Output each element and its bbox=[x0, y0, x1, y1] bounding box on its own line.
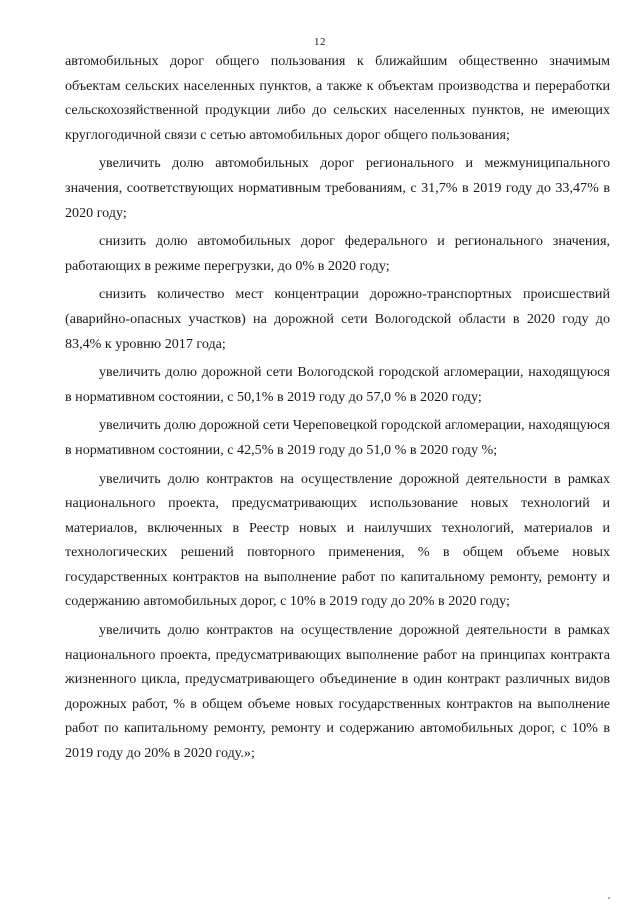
scan-speck bbox=[608, 897, 610, 899]
paragraph: увеличить долю дорожной сети Вологодской городской агломерации, находящуюся в нормативном состоянии, с 50,1% в 2019 году до 57,0 % в 2020 году; bbox=[65, 364, 610, 405]
paragraph: увеличить долю автомобильных дорог регионального и межмуниципального значения, соответствующих нормативным требованиям, с 31,7% в 2019 году до 33,47% в 2020 году; bbox=[65, 155, 610, 221]
paragraph: увеличить долю дорожной сети Череповецкой городской агломерации, находящуюся в нормативном состоянии, с 42,5% в 2019 году до 51,0 % в 2020 году %; bbox=[65, 417, 610, 458]
paragraph: снизить количество мест концентрации дорожно-транспортных происшествий (аварийно-опасных участков) на дорожной сети Вологодской области в 2020 году до 83,4% к уровню 2017 года; bbox=[65, 286, 610, 352]
document-body bbox=[65, 49, 610, 770]
paragraph: увеличить долю контрактов на осуществление дорожной деятельности в рамках национального проекта, предусматривающих выполнение работ на принципах контракта жизненного цикла, предусматривающего объединение в один контракт различных видов дорожных работ, % в общем объеме новых государственных контрактов на выполнение работ по капитальному ремонту, ремонту и содержанию автомобильных дорог, с 10% в 2019 году до 20% в 2020 году.»; bbox=[65, 622, 610, 762]
page-number: 12 bbox=[314, 36, 326, 48]
paragraph: увеличить долю контрактов на осуществление дорожной деятельности в рамках национального проекта, предусматривающих использование новых технологий и материалов, включенных в Реестр новых и наилучших технологий, материалов и технологических решений повторного применения, % в общем объеме новых государственных контрактов на выполнение работ по капитальному ремонту, ремонту и содержанию автомобильных дорог, с 10% в 2019 году до 20% в 2020 году; bbox=[65, 470, 610, 610]
paragraph-continued: автомобильных дорог общего пользования к ближайшим общественно значимым объектам сельских населенных пунктов, а также к объектам производства и переработки сельскохозяйственной продукции либо до сельских населенных пунктов, не имеющих круглогодичной связи с сетью автомобильных дорог общего пользования; bbox=[65, 53, 610, 143]
paragraph: снизить долю автомобильных дорог федерального и регионального значения, работающих в режиме перегрузки, до 0% в 2020 году; bbox=[65, 233, 610, 274]
